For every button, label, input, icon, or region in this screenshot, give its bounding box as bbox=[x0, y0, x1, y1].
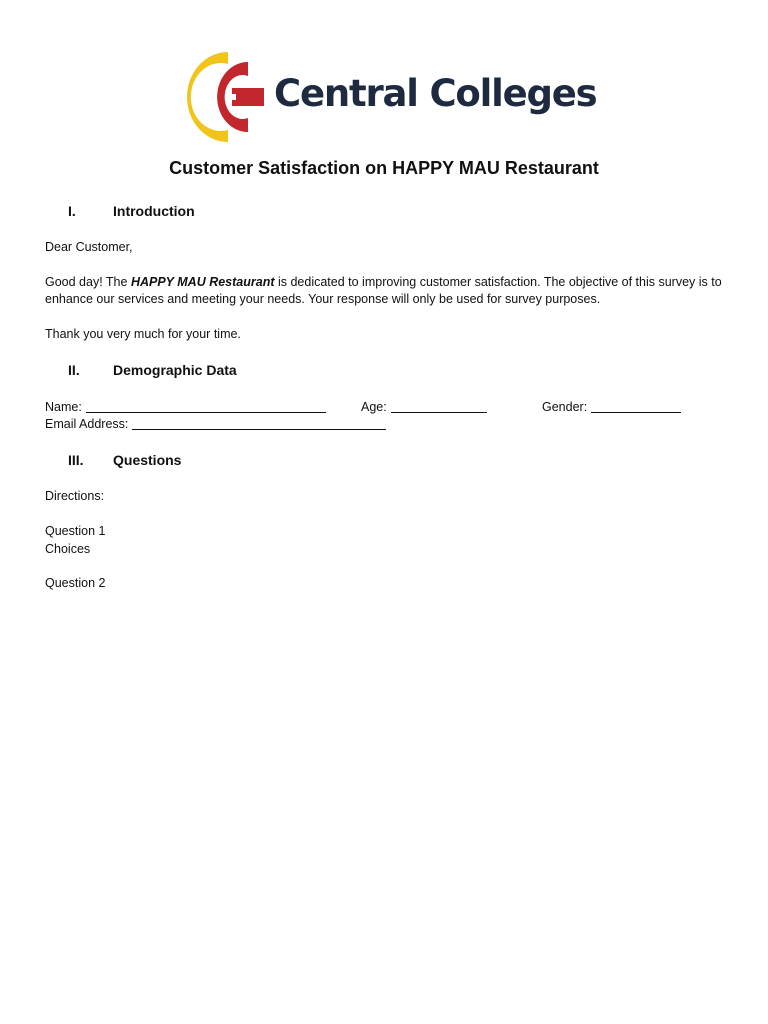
directions-label: Directions: bbox=[45, 489, 105, 503]
section-demographic-heading bbox=[68, 362, 237, 378]
name-blank[interactable] bbox=[86, 400, 326, 413]
section-number: III. bbox=[68, 452, 84, 468]
name-field bbox=[45, 399, 326, 415]
central-colleges-logo-icon bbox=[186, 50, 270, 144]
intro-paragraph bbox=[45, 274, 725, 307]
section-title: Introduction bbox=[113, 203, 195, 219]
thanks-line: Thank you very much for your time. bbox=[45, 327, 241, 341]
section-number: I. bbox=[68, 203, 76, 219]
age-field bbox=[361, 399, 487, 415]
section-number: II. bbox=[68, 362, 80, 378]
restaurant-name-emphasis: HAPPY MAU Restaurant bbox=[130, 275, 275, 289]
logo-wordmark: Central Colleges bbox=[274, 72, 597, 115]
question-2-label: Question 2 bbox=[45, 576, 106, 590]
question-1-label: Question 1 bbox=[45, 524, 106, 538]
email-blank[interactable] bbox=[132, 417, 386, 430]
section-questions-heading bbox=[68, 452, 181, 468]
age-blank[interactable] bbox=[391, 400, 487, 413]
gender-field bbox=[542, 399, 681, 415]
gender-blank[interactable] bbox=[591, 400, 681, 413]
central-colleges-logo bbox=[186, 50, 597, 144]
section-title: Demographic Data bbox=[113, 362, 237, 378]
section-title: Questions bbox=[113, 452, 182, 468]
document-title: Customer Satisfaction on HAPPY MAU Restaurant bbox=[169, 158, 599, 178]
intro-text-end: is dedicated to improving customer satisfaction. The objective of this survey is to enhance our services and meeting your needs. Your response will only be used for survey purposes. bbox=[45, 275, 722, 306]
name-label: Name: bbox=[45, 400, 82, 414]
email-label: Email Address: bbox=[45, 417, 129, 431]
age-label: Age: bbox=[361, 400, 387, 414]
choices-label: Choices bbox=[45, 542, 91, 556]
gender-label: Gender: bbox=[542, 400, 588, 414]
email-field bbox=[45, 416, 386, 432]
section-introduction-heading bbox=[68, 203, 195, 219]
salutation: Dear Customer, bbox=[45, 240, 133, 254]
intro-text-start: Good day! The bbox=[45, 275, 131, 289]
